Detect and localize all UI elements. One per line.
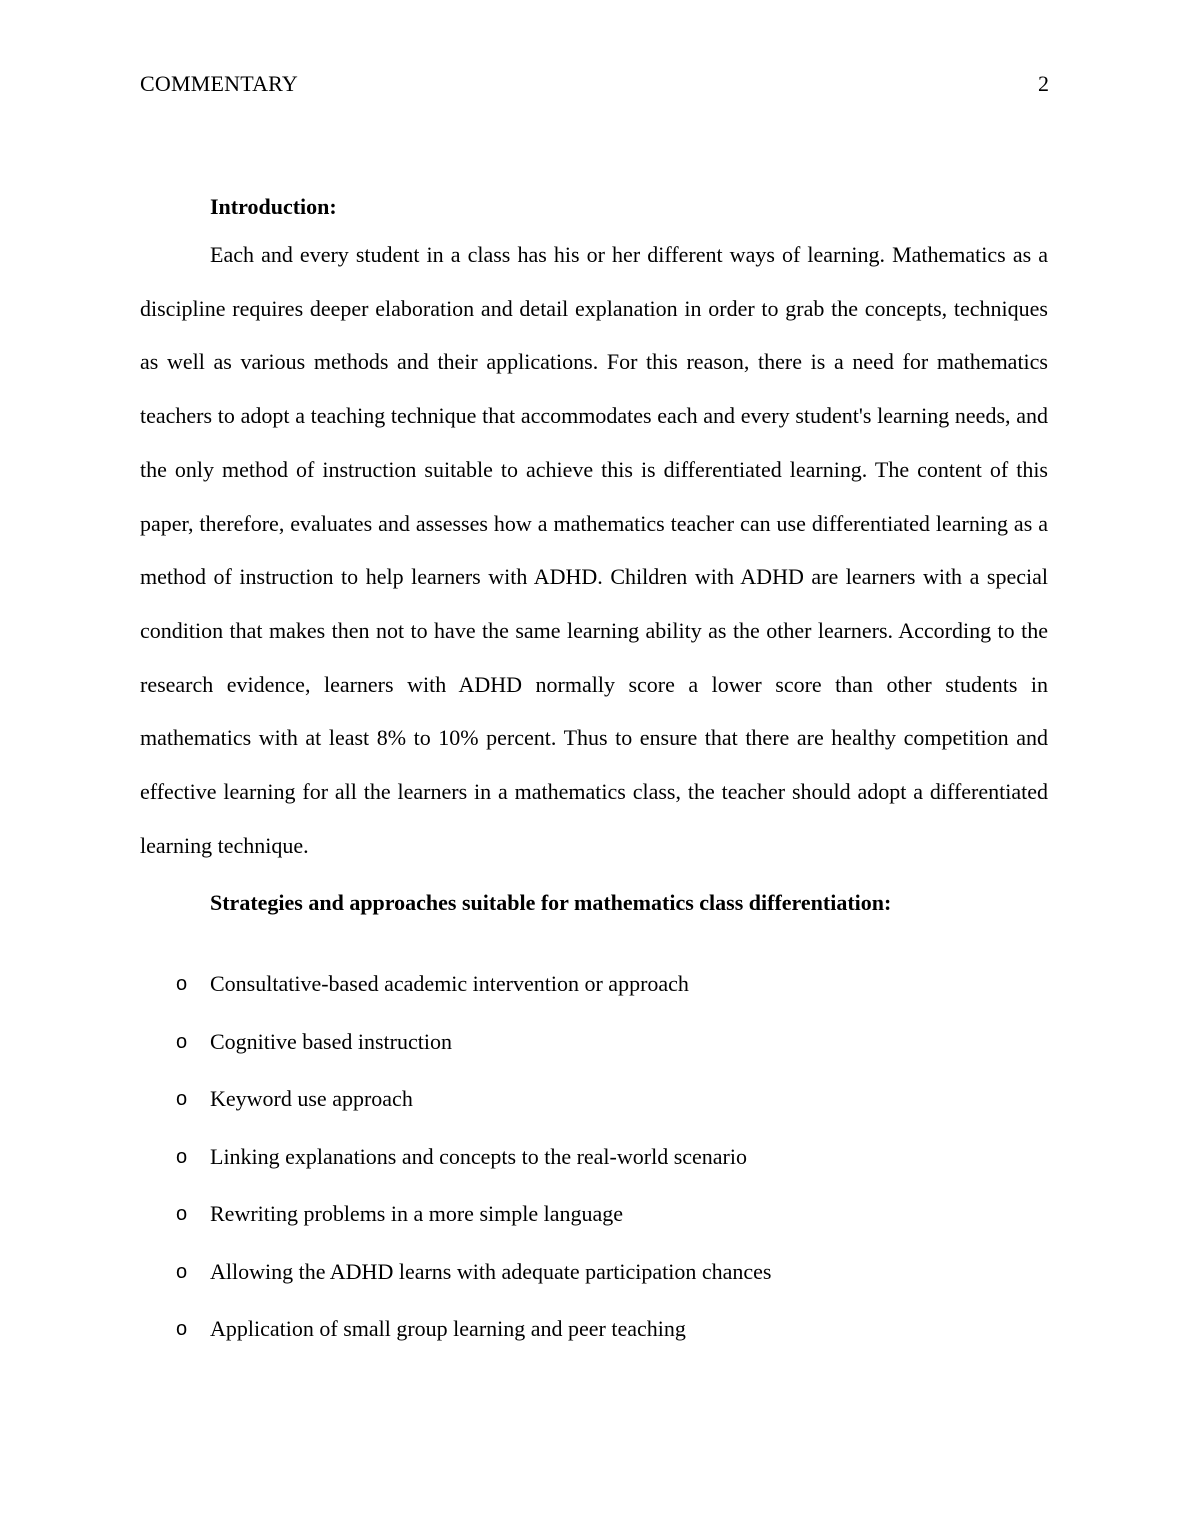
list-item-text: Rewriting problems in a more simple language: [210, 1201, 624, 1226]
list-item: [0, 1141, 1000, 1199]
bullet-icon: o: [176, 1030, 188, 1053]
list-item: [0, 1083, 1000, 1141]
running-head: COMMENTARY: [140, 71, 298, 96]
bullet-icon: o: [176, 1260, 188, 1283]
introduction-heading: Introduction:: [210, 194, 337, 219]
list-item-text: Allowing the ADHD learns with adequate participation chances: [210, 1258, 772, 1284]
bullet-icon: o: [176, 1203, 188, 1225]
list-item-text: Keyword use approach: [210, 1086, 413, 1111]
strategies-list: [0, 968, 1000, 1371]
list-item-text: Consultative-based academic intervention or approach: [210, 971, 689, 996]
list-item: [0, 1256, 1000, 1314]
strategies-heading: Strategies and approaches suitable for mathematics class differentiation:: [210, 890, 892, 915]
introduction-paragraph: Each and every student in a class has his or her different ways of learning. Mathematics as a discipline requires deeper elaboration and detail explanation in order to grab the concepts, techniques as well as various methods and their applications. For this reason, there is a need for mathematics teachers to adopt a teaching technique that accommodates each and every student's learning needs, and the only method of instruction suitable to achieve this is differentiated learning. The content of this paper, therefore, evaluates and assesses how a mathematics teacher can use differentiated learning as a method of instruction to help learners with ADHD. Children with ADHD are learners with a special condition that makes then not to have the same learning ability as the other learners. According to the research evidence, learners with ADHD normally score a lower score than other students in mathematics with at least 8% to 10% percent. Thus to ensure that there are healthy competition and effective learning for all the learners in a mathematics class, the teacher should adopt a differentiated learning technique.: [140, 242, 1048, 858]
list-item: [0, 968, 1000, 1026]
bullet-icon: o: [176, 1145, 188, 1168]
list-item-text: Linking explanations and concepts to the real-world scenario: [210, 1143, 747, 1169]
list-item: [0, 1026, 1000, 1084]
bullet-icon: o: [176, 1088, 188, 1110]
page-number: 2: [1038, 71, 1049, 96]
list-item: [0, 1198, 1000, 1256]
bullet-icon: o: [176, 973, 188, 995]
bullet-icon: o: [176, 1318, 188, 1340]
list-item-text: Application of small group learning and peer teaching: [210, 1316, 686, 1341]
list-item: [0, 1313, 1000, 1371]
list-item-text: Cognitive based instruction: [210, 1028, 452, 1054]
